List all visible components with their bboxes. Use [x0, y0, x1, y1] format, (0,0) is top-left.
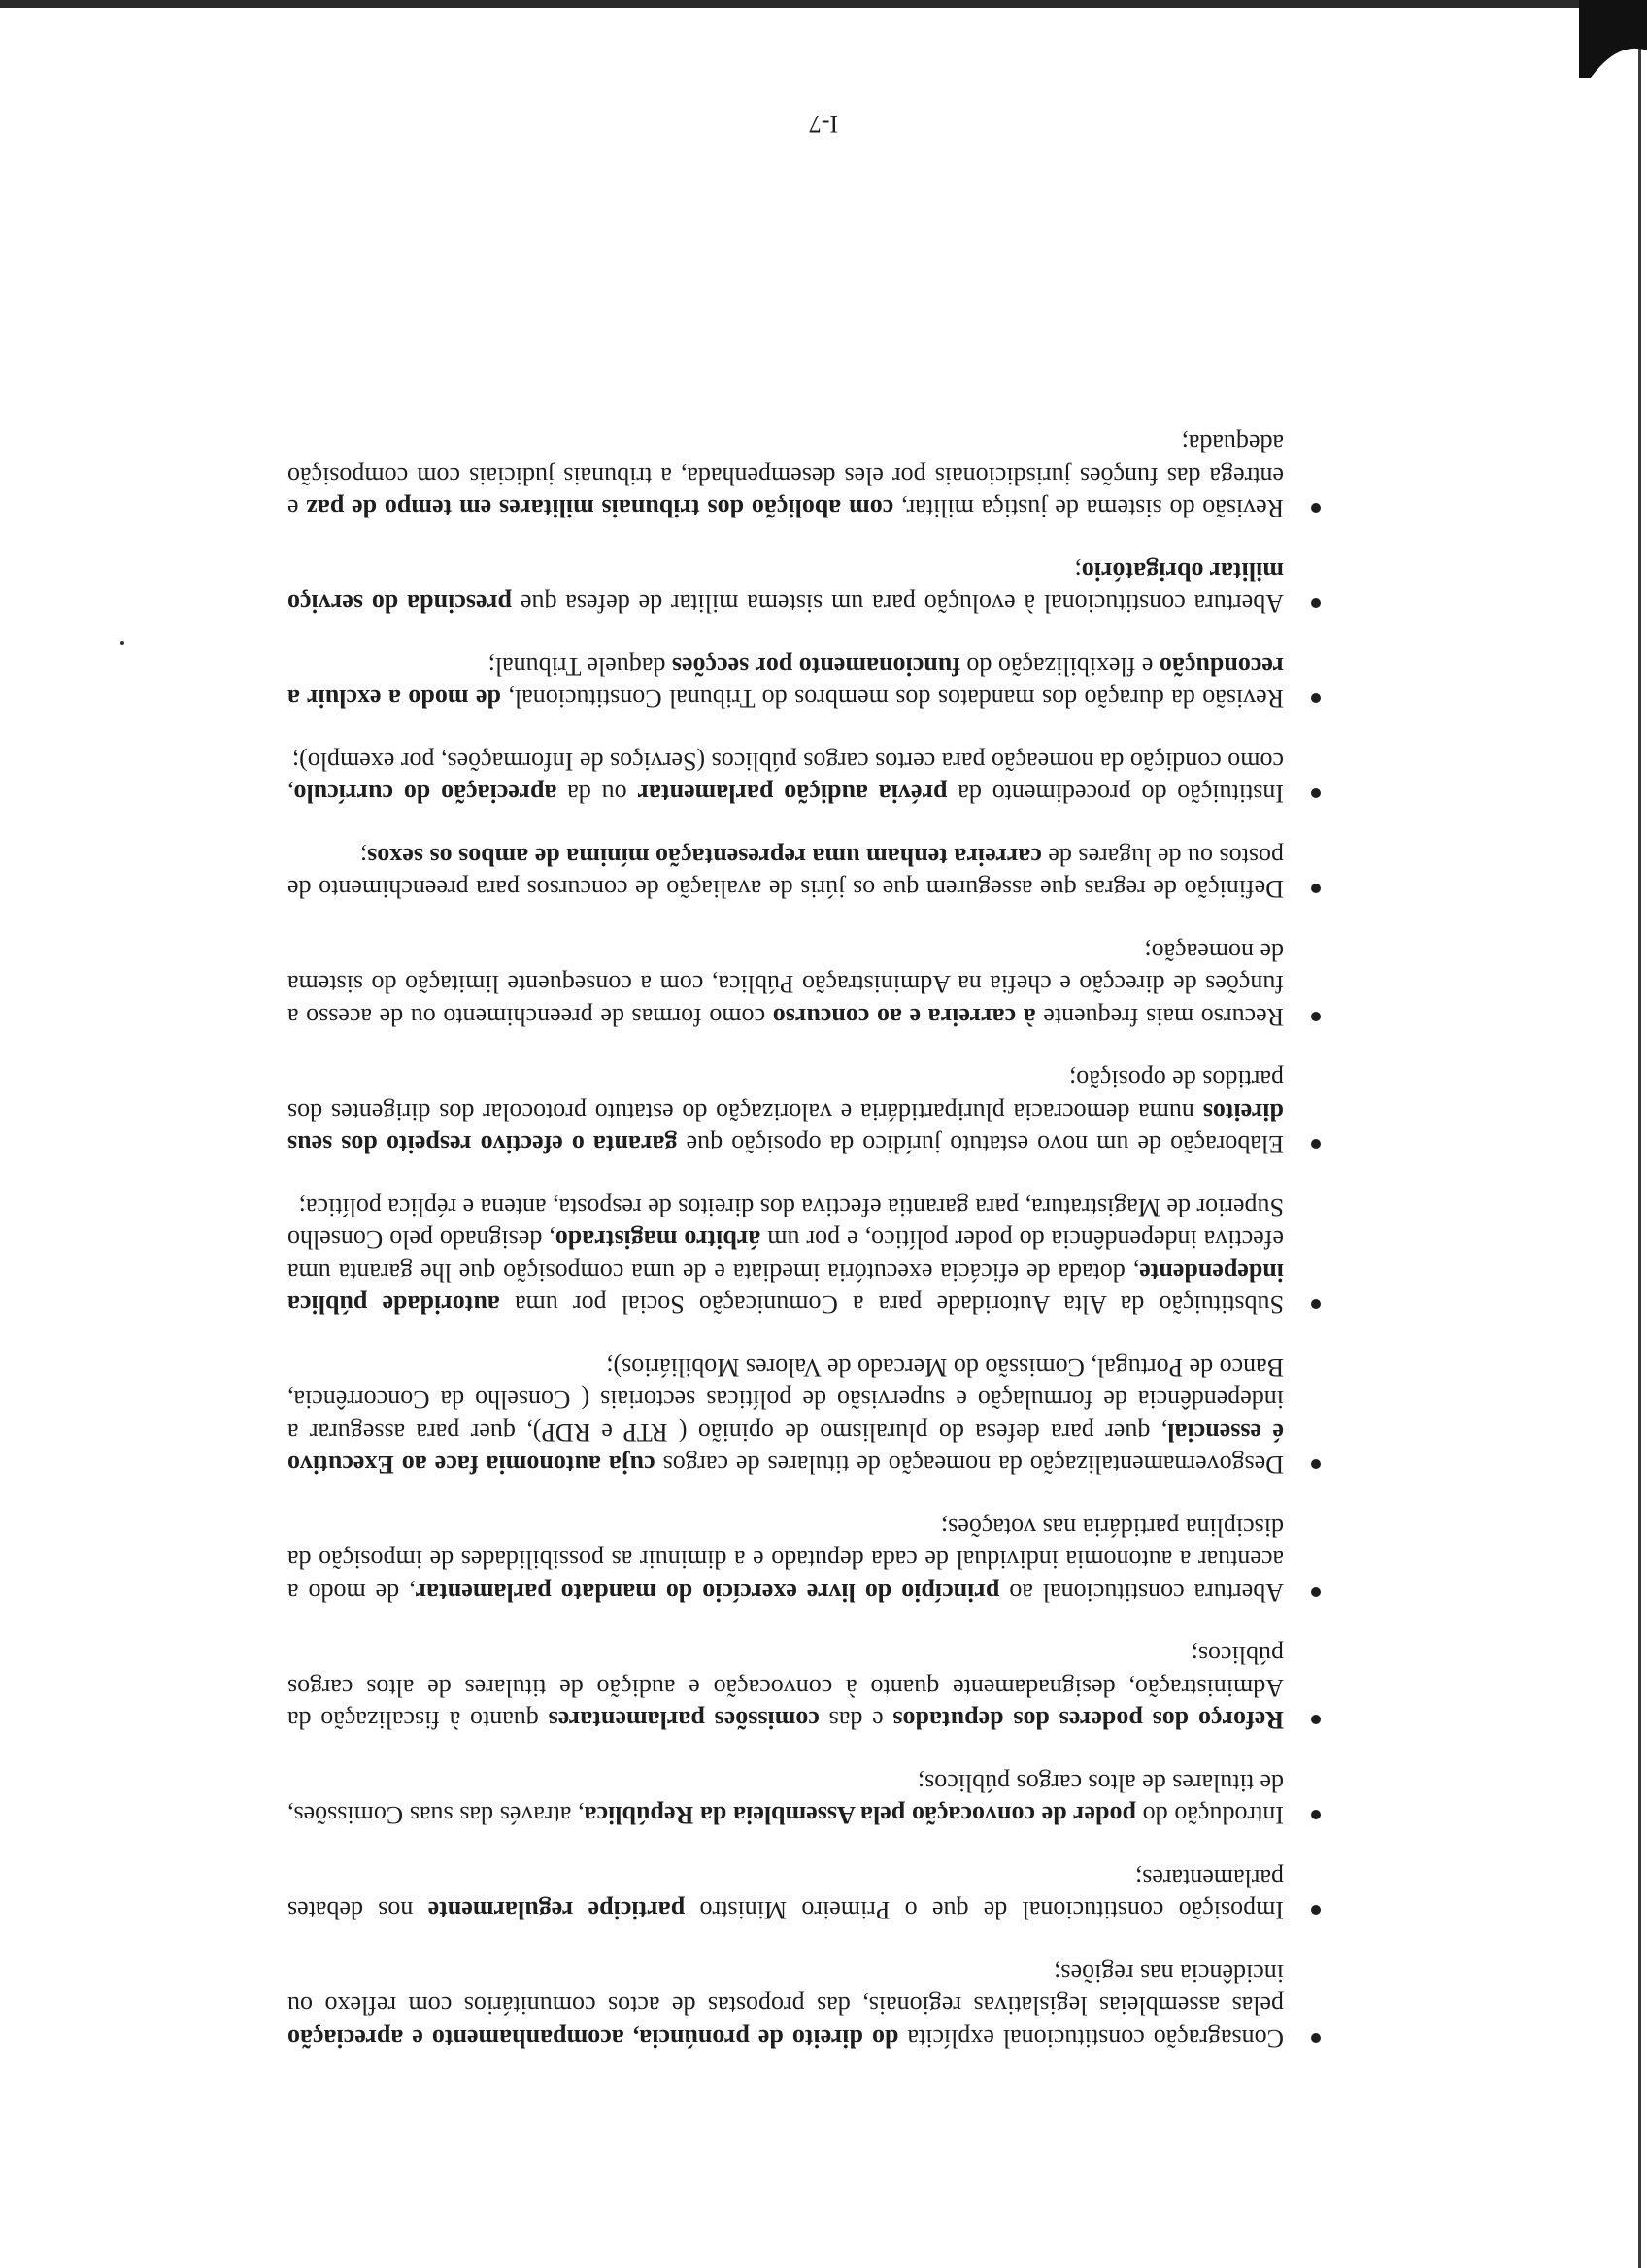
bullet-icon: [1311, 1811, 1321, 1820]
text: Revisão do sistema de justiça militar,: [893, 494, 1284, 523]
text: Revisão da duração dos mandatos dos membros do Tribunal Constitucional,: [500, 684, 1284, 714]
bold-text: prévia audição parlamentar: [637, 780, 948, 809]
list-item: [287, 1063, 1321, 1161]
text: Instituição do procedimento da: [947, 780, 1284, 809]
bullet-icon: [1311, 1460, 1321, 1470]
text: , através das suas Comissões, de titulares de altos cargos públicos;: [287, 1769, 1284, 1830]
text: Definição de regras que assegurem que os júris de avaliação de concursos para preenchimento de postos ou de lugares de: [287, 843, 1284, 904]
text: pelas assembleias legislativas regionais, das propostas de actos comunitários com reflexo ou incidência nas regiões;: [287, 1959, 1284, 2020]
text: e entrega das funções jurisdicionais por eles desempenhada, a tribunais judiciais com composição adequada;: [287, 429, 1284, 523]
text: Recurso mais frequente: [1035, 1003, 1284, 1031]
text: e das: [819, 1706, 893, 1735]
bullet-icon: [1311, 1587, 1321, 1597]
text: , de modo a acentuar a autonomia individual de cada deputado e a diminuir as possibilidades de imposição da disciplina partidária nas votações;: [287, 1514, 1284, 1607]
text: , como condição da nomeação para certos cargos públicos (Serviços de Informações, por exemplo);: [286, 748, 1284, 809]
list-item: [287, 427, 1321, 525]
bullet-icon: [1311, 2033, 1321, 2043]
bullet-icon: [1311, 789, 1321, 799]
bullet-icon: [1311, 1012, 1321, 1021]
bold-text: Reforço dos poderes dos deputados: [892, 1706, 1284, 1735]
text: Substituição da Alta Autoridade para a Comunicação Social por uma: [499, 1290, 1284, 1319]
bold-text: cuja autonomia face ao Executivo é essencial: [287, 1418, 1284, 1480]
text: Imposição constitucional de que o Primeiro Ministro: [685, 1896, 1284, 1925]
list-item: [287, 1957, 1321, 2055]
text: daquele Tribunal;: [487, 652, 672, 681]
list-item: [287, 841, 1321, 906]
text: Introdução do: [1135, 1801, 1284, 1830]
list-item: [287, 1191, 1321, 1321]
text: Abertura constitucional à evolução para um sistema militar de defesa que: [512, 589, 1284, 618]
bold-text: apreciação do currículo: [293, 780, 557, 809]
bold-text: à carreira e ao concurso: [772, 1003, 1036, 1031]
text: Elaboração de um novo estatuto jurídico da oposição que: [677, 1130, 1284, 1159]
text: e flexibilização do: [959, 652, 1160, 681]
bold-text: autoridade pública independente: [287, 1258, 1284, 1319]
list-item: [287, 936, 1321, 1034]
bold-text: funcionamento por secções: [671, 652, 960, 681]
text: Consagração constitucional explícita: [898, 2024, 1284, 2052]
text: , designado pelo Conselho Superior de Magistratura, para garantia efectiva dos direitos de resposta, antena e réplica política;: [287, 1193, 1284, 1254]
list-item: [287, 1351, 1321, 1482]
bold-text: princípio do livre exercício do mandato parlamentar: [415, 1579, 1000, 1607]
bullet-icon: [1311, 1906, 1321, 1916]
bold-text: prescinda do serviço militar obrigatório: [287, 557, 1284, 618]
list-item: [287, 1767, 1321, 1832]
page-corner-fold: [1579, 0, 1647, 78]
text: Desgovernamentalização da nomeação de titulares de cargos: [655, 1451, 1284, 1480]
list-item: [287, 650, 1321, 716]
bullet-icon: [1311, 1300, 1321, 1310]
bullet-icon: [1311, 1140, 1321, 1150]
bold-text: comissões parlamentares: [548, 1706, 820, 1735]
list-item: [287, 555, 1321, 620]
list-item: [287, 1862, 1321, 1927]
text: ;: [359, 843, 368, 871]
bold-text: árbitro magistrado: [555, 1225, 761, 1254]
page-number: I-7: [808, 110, 839, 138]
list-item: [287, 746, 1321, 811]
text: , quer para defesa do pluralismo de opinião ( RTP e RDP), quer para assegurar a independência de formulação e supervisão de políticas sectoriais ( Conselho da Concorrência, Banco de Portugal, Comissão do Mercado de Valores Mobiliários);: [287, 1353, 1284, 1447]
list-item: [287, 1639, 1321, 1737]
scan-edge-bottom: [0, 0, 1647, 8]
scan-edge-left: [1620, 0, 1641, 2268]
bullet-icon: [1311, 1716, 1321, 1725]
bullet-list: [287, 397, 1321, 2054]
scan-speck: [120, 641, 124, 645]
text: nos debates parlamentares;: [287, 1864, 1284, 1925]
bullet-icon: [1311, 504, 1321, 514]
bold-text: do direito de pronúncia, acompanhamento e apreciação: [287, 2024, 899, 2052]
bold-text: carreira tenham uma representação mínima de ambos os sexos: [367, 843, 1042, 871]
bold-text: garanta o efectivo respeito dos seus direitos: [287, 1098, 1284, 1159]
list-item: [287, 1512, 1321, 1610]
bullet-icon: [1311, 599, 1321, 609]
bold-text: com abolição dos tribunais militares em tempo de paz: [306, 494, 894, 523]
text: ou da: [556, 780, 638, 809]
text: como formas de preenchimento ou de acesso a funções de direcção e chefia na Administração Pública, com a consequente limitação do sistema de nomeação;: [286, 938, 1284, 1031]
bullet-icon: [1311, 694, 1321, 704]
bold-text: poder de convocação pela Assembleia da República: [584, 1801, 1136, 1830]
bullet-icon: [1311, 884, 1321, 894]
bold-text: de modo a excluir a recondução: [286, 652, 1284, 714]
text: ;: [1074, 557, 1082, 585]
bold-text: participe regularmente: [427, 1896, 686, 1925]
text: quanto à fiscalização da Administração, designadamente quanto à convocação e audição de titulares de altos cargos públicos;: [286, 1641, 1284, 1735]
text: Abertura constitucional ao: [999, 1579, 1284, 1607]
text: , dotada de eficácia executória imediata e de uma composição que lhe garanta uma efectiva independência do poder político, e por um: [287, 1225, 1284, 1286]
text: numa democracia pluripartidária e valorização do estatuto protocolar dos dirigentes dos partidos de oposição;: [287, 1065, 1284, 1126]
